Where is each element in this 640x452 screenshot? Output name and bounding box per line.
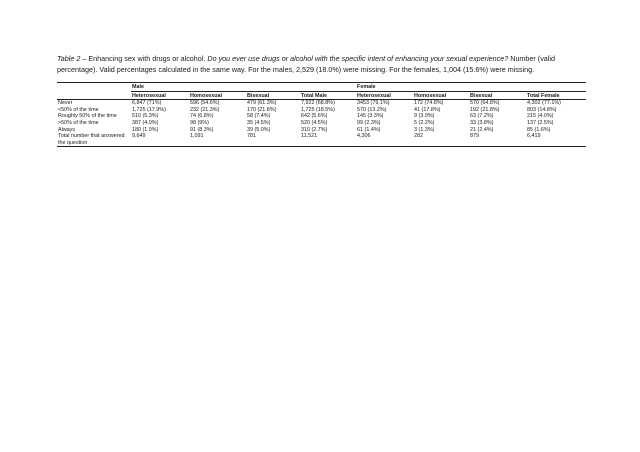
row-label: >50% of the time — [58, 119, 99, 126]
table-cell: 3 (1.3%) — [414, 126, 435, 133]
table-cell: 35 (4.5%) — [247, 119, 271, 126]
table-cell: 570 (13.2%) — [357, 106, 387, 113]
table-cell: 1,725 (18.5%) — [301, 106, 335, 113]
col-header: Homosexual — [413, 91, 469, 100]
table-cell: 803 (14.8%) — [527, 106, 557, 113]
table-cell: 172 (74.8%) — [414, 100, 444, 107]
table-cell: 9,649 — [131, 133, 189, 147]
table-cell: 91 (8.3%) — [190, 126, 214, 133]
column-header-row — [57, 91, 586, 100]
group-male: Male — [131, 83, 356, 92]
table-cell: 642 (5.6%) — [301, 113, 328, 120]
group-header-row — [57, 83, 586, 92]
col-header: Homosexual — [189, 91, 246, 100]
table-cell: 879 — [469, 133, 526, 147]
col-header: Total Male — [300, 91, 356, 100]
survey-question: Do you ever use drugs or alcohol with the specific intent of enhancing your sexual experience? — [207, 54, 509, 63]
col-header: Bisexual — [469, 91, 526, 100]
table-row — [57, 107, 586, 114]
table-cell: 1,091 — [189, 133, 246, 147]
table-row — [57, 120, 586, 127]
table-cell: 58 (7.4%) — [247, 113, 271, 120]
table-label: Table 2 — [57, 54, 81, 63]
row-label: Total number that answered the question — [57, 133, 131, 147]
table-cell: 479 (61.3%) — [247, 100, 277, 107]
table-cell: 11,521 — [300, 133, 356, 147]
table-cell: 6,419 — [526, 133, 586, 147]
table-cell: 310 (2.7%) — [301, 126, 328, 133]
table-cell: 570 (64.8%) — [470, 100, 500, 107]
table-cell: 781 — [246, 133, 300, 147]
table-cell: 98 (9%) — [190, 119, 209, 126]
col-header: Heterosexual — [356, 91, 413, 100]
row-label: <50% of the time — [58, 106, 99, 113]
table-cell: 1,725 (17.9%) — [132, 106, 166, 113]
group-female: Female — [356, 83, 586, 92]
table-cell: 282 — [413, 133, 469, 147]
table-cell: 74 (6.8%) — [190, 113, 214, 120]
table-cell: 137 (2.5%) — [527, 119, 554, 126]
col-header: Bisexual — [246, 91, 300, 100]
table-cell: 3453 (79.1%) — [357, 100, 390, 107]
col-header: Heterosexual — [131, 91, 189, 100]
table-cell: 7,922 (68.8%) — [301, 100, 335, 107]
row-label: Always — [58, 126, 76, 133]
table-cell: 170 (21.8%) — [247, 106, 277, 113]
table-cell: 192 (21.8%) — [470, 106, 500, 113]
row-label: Roughly 50% of the time — [58, 113, 117, 120]
table-cell: 4,306 — [356, 133, 413, 147]
table-row-total — [57, 133, 586, 147]
table-cell: 596 (54.6%) — [190, 100, 220, 107]
table-cell: 5 (2.2%) — [414, 119, 435, 126]
table-cell: 33 (3.8%) — [470, 119, 494, 126]
table-cell: 9 (3.9%) — [414, 113, 435, 120]
table-cell: 180 (1.9%) — [132, 126, 159, 133]
table-cell: 215 (4.0%) — [527, 113, 554, 120]
table-row — [57, 127, 586, 134]
table-cell: 41 (17.8%) — [414, 106, 441, 113]
results-table — [57, 82, 586, 147]
table-cell: 39 (5.0%) — [247, 126, 271, 133]
table-cell: 510 (5.3%) — [132, 113, 159, 120]
table-cell: 4,302 (77.1%) — [527, 100, 561, 107]
table-cell: 21 (2.4%) — [470, 126, 494, 133]
table-row — [57, 113, 586, 120]
table-cell: 85 (1.6%) — [527, 126, 551, 133]
row-label: Never — [58, 100, 73, 107]
caption-notes: Number (valid percentage). Valid percentages calculated in the same way. For the males, 2,529 (18.0%) were missing. For the females, 1,004 (15.6%) were missing. — [57, 54, 555, 74]
table-cell: 145 (3.3%) — [357, 113, 384, 120]
table-caption — [57, 54, 587, 75]
table-cell: 520 (4.5%) — [301, 119, 328, 126]
table-cell: 99 (2.3%) — [357, 119, 381, 126]
col-header: Total Female — [526, 91, 586, 100]
table-cell: 232 (21.3%) — [190, 106, 220, 113]
table-cell: 6,847 (71%) — [132, 100, 162, 107]
table-row — [57, 100, 586, 107]
table-cell: 387 (4.0%) — [132, 119, 159, 126]
table-cell: 61 (1.4%) — [357, 126, 381, 133]
caption-lead: – Enhancing sex with drugs or alcohol. — [80, 54, 208, 63]
table-cell: 63 (7.2%) — [470, 113, 494, 120]
